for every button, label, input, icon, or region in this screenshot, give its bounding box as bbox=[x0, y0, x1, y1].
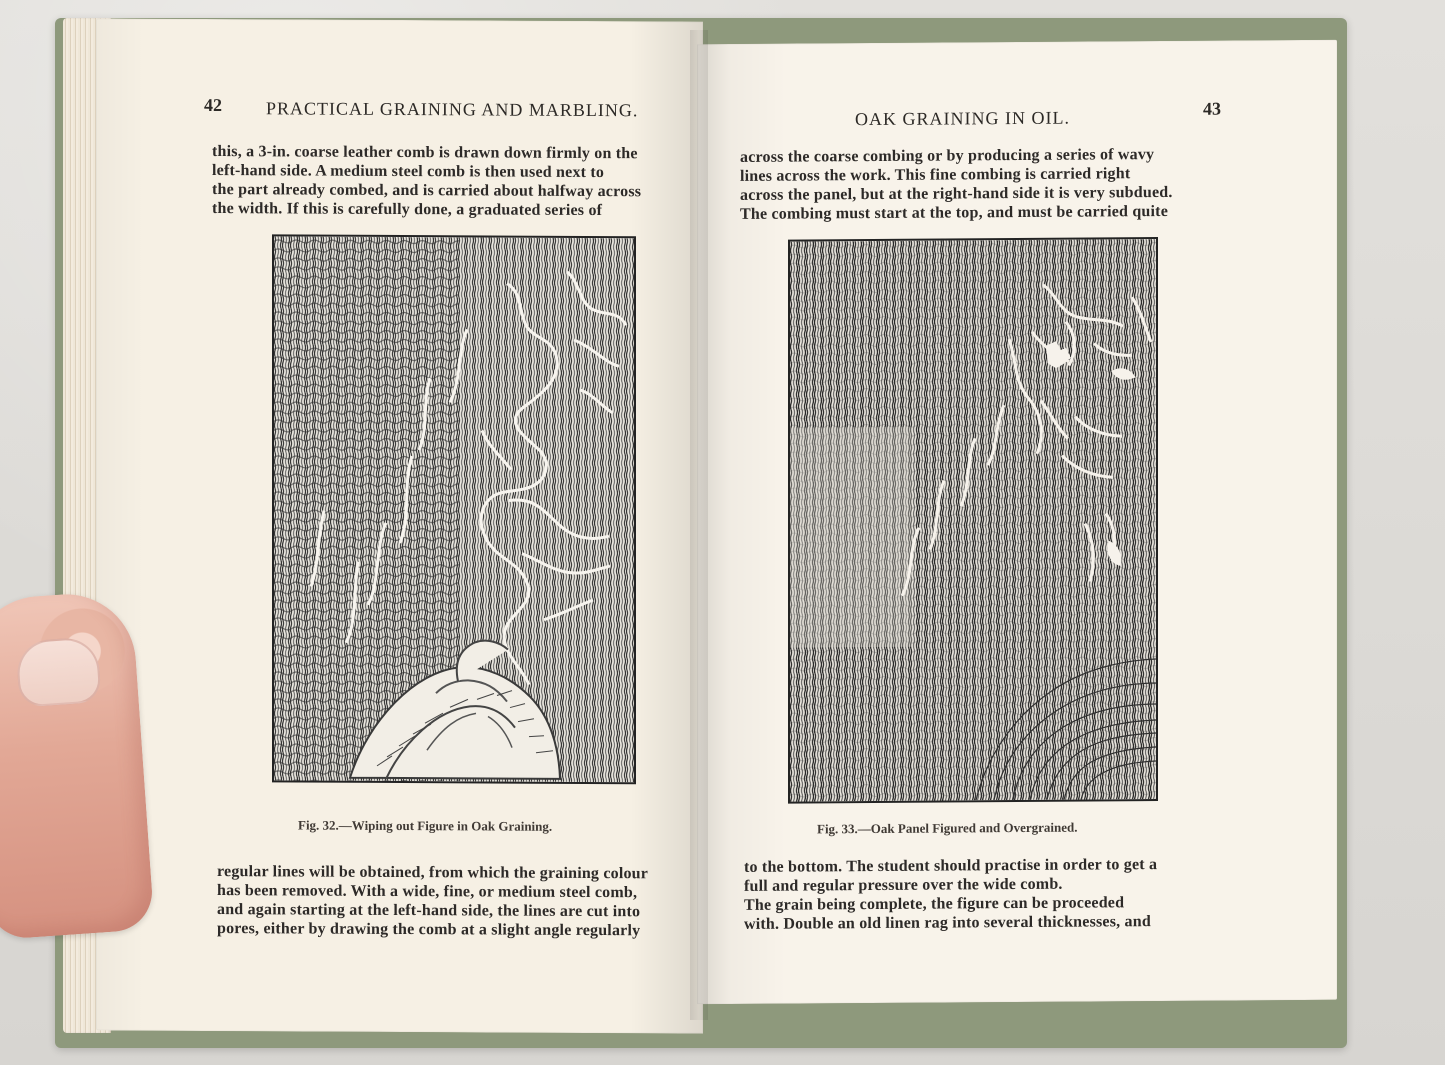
left-figure bbox=[272, 234, 636, 784]
right-top-line-1: across the coarse combing or by producing a series of wavy bbox=[740, 146, 1155, 166]
thumb bbox=[0, 590, 155, 941]
left-top-line-2: left-hand side. A medium steel comb is then used next to bbox=[212, 162, 605, 182]
right-bottom-line-4: with. Double an old linen rag into several thicknesses, and bbox=[744, 913, 1151, 933]
left-bottom-text bbox=[217, 862, 648, 940]
right-bottom-line-3: The grain being complete, the figure can be proceeded bbox=[744, 894, 1125, 914]
left-bottom-line-3: and again starting at the left-hand side, the lines are cut into bbox=[217, 901, 641, 921]
right-bottom-line-2: full and regular pressure over the wide comb. bbox=[744, 875, 1063, 895]
left-page bbox=[96, 18, 703, 1033]
right-top-line-3: across the panel, but at the right-hand side it is very subdued. bbox=[740, 183, 1173, 204]
left-bottom-line-4: pores, either by drawing the comb at a slight angle regularly bbox=[217, 920, 641, 940]
oak-graining-illustration-left bbox=[274, 236, 634, 782]
left-top-line-3: the part already combed, and is carried about halfway across bbox=[212, 181, 642, 201]
right-figure-caption: Fig. 33.—Oak Panel Figured and Overgrained. bbox=[817, 819, 1078, 837]
left-bottom-line-2: has been removed. With a wide, fine, or medium steel comb, bbox=[217, 882, 638, 902]
left-bottom-line-1: regular lines will be obtained, from which the graining colour bbox=[217, 863, 649, 883]
right-page bbox=[697, 40, 1337, 1004]
right-top-line-2: lines across the work. This fine combing is carried right bbox=[740, 165, 1131, 185]
right-bottom-text bbox=[744, 855, 1157, 934]
oak-panel-illustration-right bbox=[790, 239, 1156, 802]
right-running-head: OAK GRAINING IN OIL. bbox=[855, 107, 1070, 130]
right-top-text bbox=[740, 145, 1173, 224]
thumbnail-nail bbox=[15, 636, 101, 708]
left-running-head: PRACTICAL GRAINING AND MARBLING. bbox=[266, 98, 639, 121]
right-top-line-4: The combing must start at the top, and must be carried quite bbox=[740, 202, 1168, 223]
right-bottom-line-1: to the bottom. The student should practise in order to get a bbox=[744, 856, 1158, 876]
left-figure-caption: Fig. 32.—Wiping out Figure in Oak Graining. bbox=[298, 817, 553, 834]
right-figure bbox=[788, 237, 1158, 804]
left-top-text bbox=[212, 142, 641, 220]
right-page-number: 43 bbox=[1203, 98, 1221, 119]
left-top-line-4: the width. If this is carefully done, a graduated series of bbox=[212, 200, 603, 220]
left-page-number: 42 bbox=[204, 94, 222, 116]
left-top-line-1: this, a 3-in. coarse leather comb is drawn down firmly on the bbox=[212, 143, 638, 163]
